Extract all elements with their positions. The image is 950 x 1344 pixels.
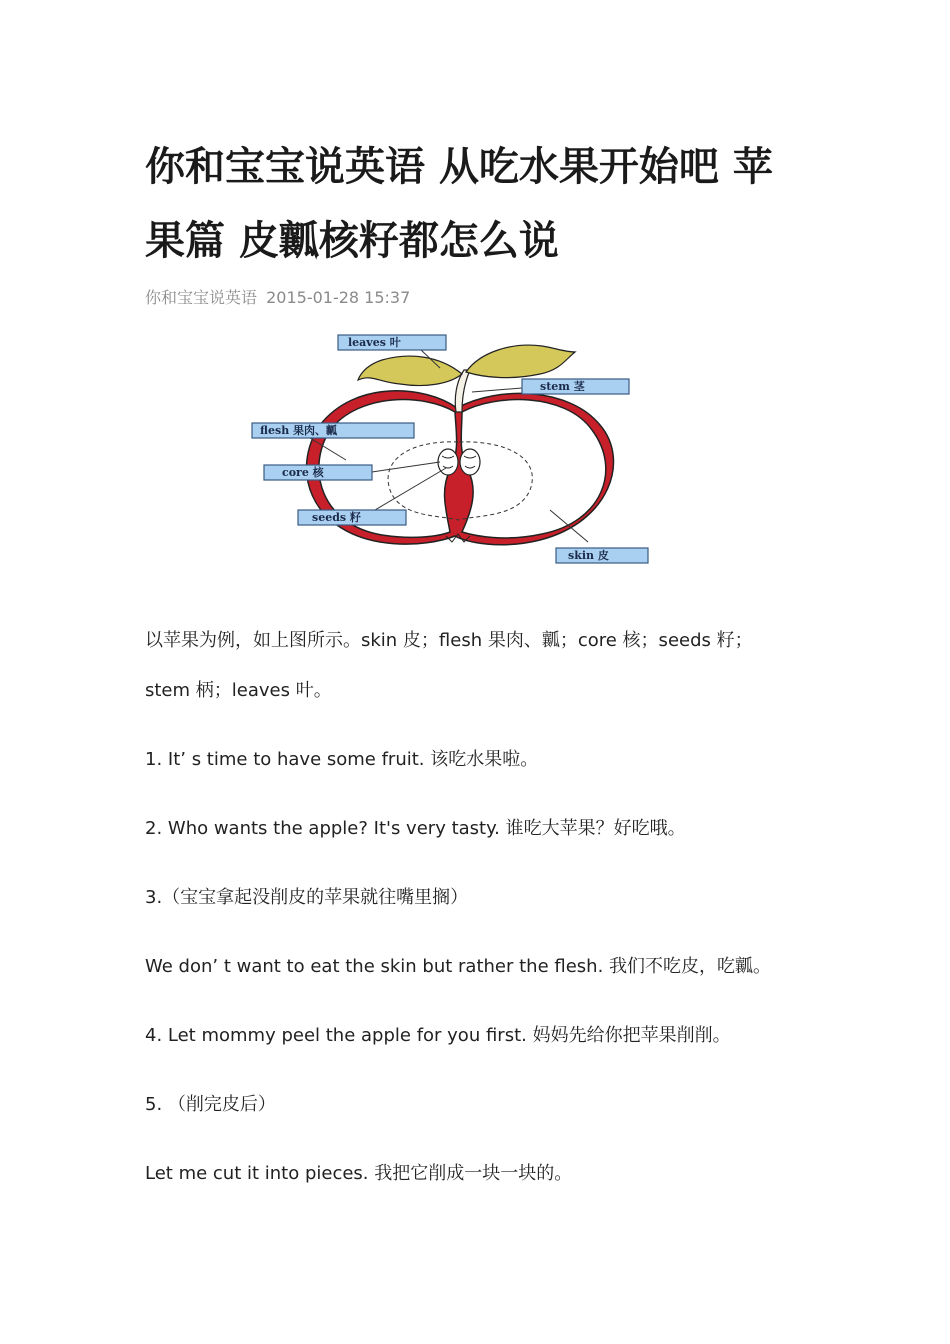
paragraph-5-en: Let me cut it into pieces. 我把它削成一块一块的。 — [145, 1163, 573, 1184]
seed-cluster-right — [460, 449, 480, 475]
label-flesh — [252, 423, 414, 438]
label-skin — [556, 548, 648, 563]
label-leaves — [338, 335, 446, 350]
paragraph-2: 2. Who wants the apple? It's very tasty. 谁吃大苹果？好吃哦。 — [145, 818, 686, 839]
label-core-text: core 核 — [282, 466, 324, 479]
apple-diagram-svg — [250, 330, 660, 570]
label-seeds — [298, 510, 406, 525]
label-skin-text: skin 皮 — [568, 549, 609, 562]
article-meta — [145, 286, 805, 310]
label-stem-text: stem 茎 — [540, 380, 585, 393]
label-seeds-text: seeds 籽 — [312, 511, 361, 524]
apple-leaf-left — [358, 356, 462, 385]
label-core — [264, 465, 372, 480]
article-body — [145, 616, 825, 1199]
apple-diagram — [250, 330, 660, 570]
paragraph-1: 1. It’ s time to have some fruit. 该吃水果啦。 — [145, 749, 539, 770]
label-leaves-text: leaves 叶 — [348, 336, 401, 349]
article-header — [145, 130, 805, 310]
paragraph-3: 3.（宝宝拿起没削皮的苹果就往嘴里搁） — [145, 887, 469, 908]
paragraph-5: 5. （削完皮后） — [145, 1094, 276, 1115]
apple-leaf-right — [466, 345, 575, 377]
article-source[interactable]: 你和宝宝说英语 — [145, 288, 258, 307]
paragraph-intro-line2: stem 柄；leaves 叶。 — [145, 680, 332, 701]
article-datetime: 2015-01-28 15:37 — [266, 288, 411, 307]
paragraph-4: 4. Let mommy peel the apple for you first. 妈妈先给你把苹果削削。 — [145, 1025, 731, 1046]
paragraph-intro-line1: 以苹果为例，如上图所示。skin 皮；flesh 果肉、瓤；core 核；seeds 籽； — [145, 630, 753, 651]
label-flesh-text: flesh 果肉、瓤 — [260, 424, 338, 437]
label-stem — [522, 379, 629, 394]
paragraph-3-en: We don’ t want to eat the skin but rather the flesh. 我们不吃皮，吃瓤。 — [145, 956, 772, 977]
article-title: 你和宝宝说英语 从吃水果开始吧 苹果篇 皮瓤核籽都怎么说 — [145, 144, 773, 264]
